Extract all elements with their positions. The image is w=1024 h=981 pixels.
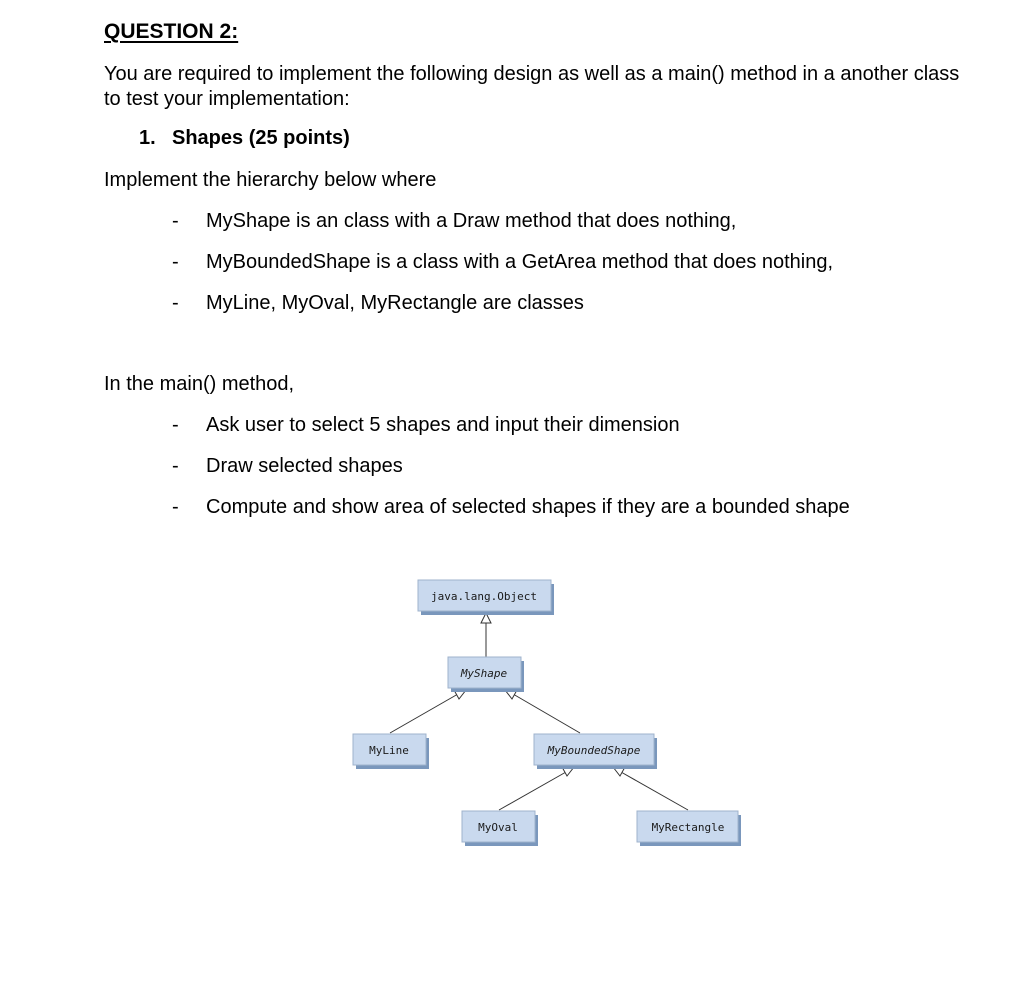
item-title: Shapes (25 points) <box>172 127 350 149</box>
edge-oval-to-bounded <box>499 772 566 810</box>
bullet-text: Compute and show area of selected shapes if they are a bounded shape <box>206 496 850 518</box>
bullet-text: Ask user to select 5 shapes and input their dimension <box>206 414 680 436</box>
class-name: MyOval <box>478 821 518 834</box>
main-method-lead: In the main() method, <box>104 373 295 395</box>
question-intro: You are required to implement the following design as well as a main() method in a another class to test your implementation: <box>104 63 960 110</box>
bullet-dash: - <box>172 251 179 273</box>
edge-bounded-to-shape <box>513 694 580 733</box>
bullet-text: MyBoundedShape is a class with a GetArea method that does nothing, <box>206 251 834 273</box>
bullet-text: MyShape is an class with a Draw method that does nothing, <box>206 210 737 232</box>
class-name: java.lang.Object <box>431 590 537 603</box>
class-name: MyRectangle <box>651 821 725 834</box>
bullet-text: MyLine, MyOval, MyRectangle are classes <box>206 292 584 314</box>
bullet-dash: - <box>172 292 179 314</box>
hierarchy-lead: Implement the hierarchy below where <box>104 169 437 191</box>
bullet-dash: - <box>172 455 179 477</box>
class-box-myoval <box>462 811 538 846</box>
bullet-text: Draw selected shapes <box>206 455 403 477</box>
class-box-myrectangle <box>637 811 741 846</box>
item-number: 1. <box>139 127 156 149</box>
inheritance-edges <box>390 613 688 810</box>
class-box-object <box>418 580 554 615</box>
question-heading: QUESTION 2: <box>104 20 239 43</box>
bullet-dash: - <box>172 496 179 518</box>
class-box-myline <box>353 734 429 769</box>
class-box-myshape <box>448 657 524 692</box>
class-name: MyShape <box>460 667 508 680</box>
class-box-myboundedshape <box>534 734 657 769</box>
bullet-dash: - <box>172 210 179 232</box>
edge-line-to-shape <box>390 694 458 733</box>
class-name: MyBoundedShape <box>547 744 641 757</box>
class-name: MyLine <box>369 744 409 757</box>
bullet-dash: - <box>172 414 179 436</box>
edge-rectangle-to-bounded <box>621 772 688 810</box>
